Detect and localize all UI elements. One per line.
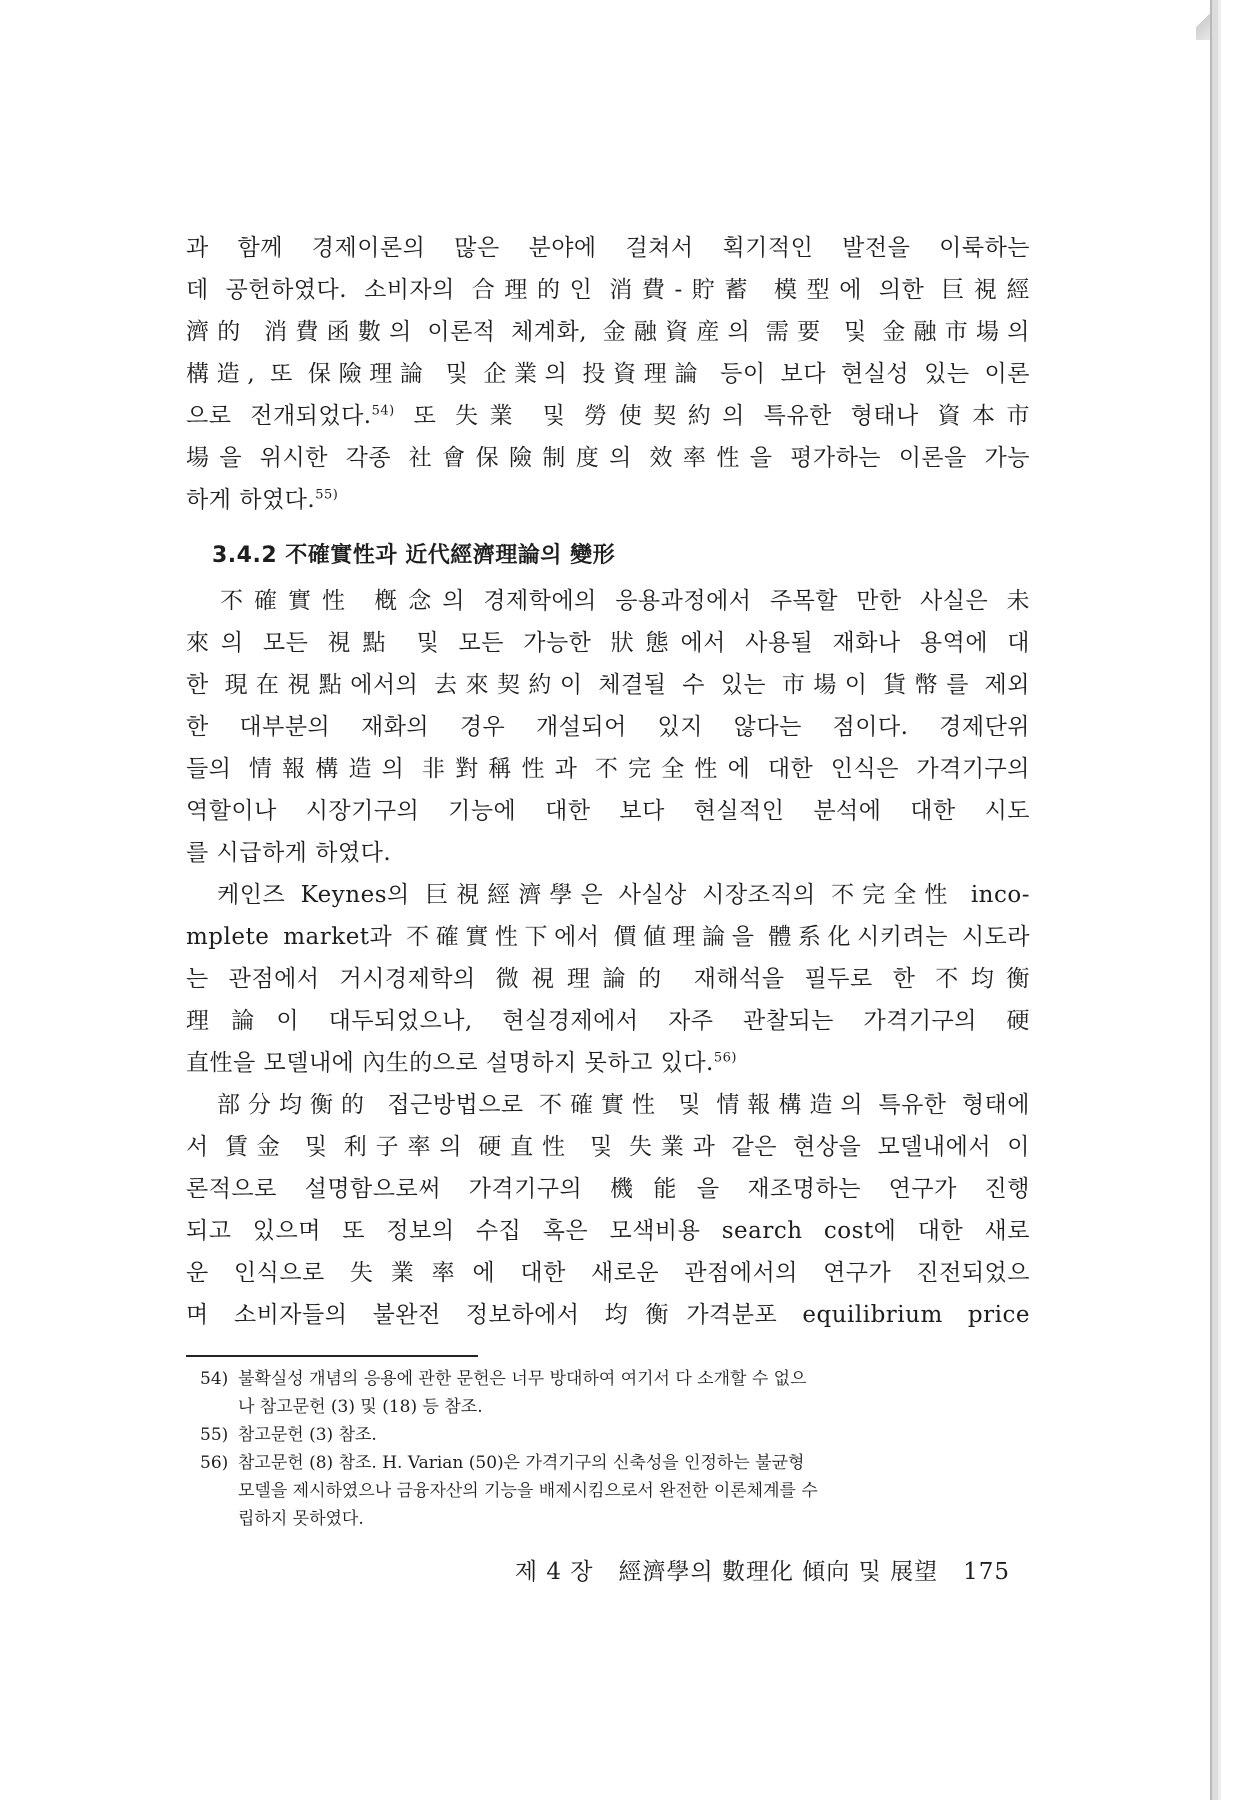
text-line — [186, 479, 1030, 521]
text-line: 部分均衡的 접근방법으로 不確實性 및 情報構造의 특유한 형태에 — [186, 1092, 1030, 1118]
footnote-ref: 55) — [315, 487, 339, 503]
text-line: 과 함께 경제이론의 많은 분야에 걸쳐서 획기적인 발전을 이룩하는 — [186, 235, 1030, 261]
text-line: 來의 모든 視點 및 모든 가능한 狀態에서 사용될 재화나 용역에 대 — [186, 630, 1030, 656]
page-number: 175 — [963, 1559, 1010, 1585]
footnotes — [200, 1365, 1030, 1533]
text-span: 直性을 모델내에 內生的으로 설명하지 못하고 있다. — [186, 1050, 714, 1076]
paragraph-1 — [186, 580, 1030, 874]
footnote-text: 모델을 제시하였으나 금융자산의 기능을 배제시킴으로서 완전한 이론체계를 수 — [238, 1481, 818, 1501]
footnote-number: 56) — [200, 1453, 229, 1473]
footnote-text: 참고문헌 (8) 참조. H. Varian (50)은 가격기구의 신축성을 인정하는 불균형 — [238, 1453, 805, 1473]
body-text-top — [186, 227, 1030, 521]
footnote-divider — [186, 1355, 478, 1357]
footnote-item — [200, 1365, 1030, 1421]
footnote-text: 불확실성 개념의 응용에 관한 문헌은 너무 방대하여 여기서 다 소개할 수 없으 — [238, 1369, 807, 1389]
footnote-text: 참고문헌 (3) 참조. — [238, 1425, 377, 1445]
text-span: 또 失業 및 勞使契約의 특유한 형태나 資本市 — [394, 403, 1030, 429]
text-line: 한 現在視點에서의 去來契約이 체결될 수 있는 市場이 貨幣를 제외 — [186, 672, 1030, 698]
chapter-label: 제 4 장 — [514, 1559, 594, 1585]
footnote-item — [200, 1449, 1030, 1533]
text-line: 場을 위시한 각종 社會保險制度의 效率性을 평가하는 이론을 가능 — [186, 445, 1030, 471]
footnote-text: 나 참고문헌 (3) 및 (18) 등 참조. — [238, 1397, 483, 1417]
running-footer — [510, 1553, 1010, 1586]
text-line: 운 인식으로 失業率에 대한 새로운 관점에서의 연구가 진전되었으 — [186, 1260, 1030, 1286]
footnote-ref: 54) — [371, 403, 395, 419]
text-line: 는 관점에서 거시경제학의 微視理論的 재해석을 필두로 한 不均衡 — [186, 966, 1030, 992]
text-line: 들의 情報構造의 非對稱性과 不完全性에 대한 인식은 가격기구의 — [186, 756, 1030, 782]
text-line: 不確實性 槪念의 경제학에의 응용과정에서 주목할 만한 사실은 未 — [186, 588, 1030, 614]
paragraph-3 — [186, 1084, 1030, 1336]
text-line — [186, 1042, 1030, 1084]
text-line: 론적으로 설명함으로써 가격기구의 機能을 재조명하는 연구가 진행 — [186, 1176, 1030, 1202]
text-span: 으로 전개되었다. — [186, 403, 372, 429]
footnote-number: 55) — [200, 1425, 229, 1445]
text-line: 데 공헌하였다. 소비자의 合理的인 消費-貯蓄 模型에 의한 巨視經 — [186, 277, 1030, 303]
text-line: 構造, 또 保險理論 및 企業의 投資理論 등이 보다 현실성 있는 이론 — [186, 361, 1030, 387]
paragraph-2 — [186, 874, 1030, 1084]
page-curl — [1196, 0, 1210, 40]
text-line: 며 소비자들의 불완전 정보하에서 均衡가격분포 equilibrium price — [186, 1302, 1030, 1328]
section-heading: 3.4.2 不確實性과 近代經濟理論의 變形 — [212, 543, 616, 568]
footnote-item — [200, 1421, 1030, 1449]
text-line: 역할이나 시장기구의 기능에 대한 보다 현실적인 분석에 대한 시도 — [186, 798, 1030, 824]
text-span: 하게 하였다. — [186, 487, 316, 513]
footnote-text: 립하지 못하였다. — [238, 1509, 364, 1529]
text-line: 濟的 消費函數의 이론적 체계화, 金融資産의 需要 및 金融市場의 — [186, 319, 1030, 345]
text-line: 理論이 대두되었으나, 현실경제에서 자주 관찰되는 가격기구의 硬 — [186, 1008, 1030, 1034]
text-line: 되고 있으며 또 정보의 수집 혹은 모색비용 search cost에 대한 새로 — [186, 1218, 1030, 1244]
text-line: 서 賃金 및 利子率의 硬直性 및 失業과 같은 현상을 모델내에서 이 — [186, 1134, 1030, 1160]
footnote-number: 54) — [200, 1369, 229, 1389]
chapter-title: 經濟學의 數理化 傾向 및 展望 — [618, 1559, 939, 1585]
text-line: mplete market과 不確實性下에서 價値理論을 體系化시키려는 시도라 — [186, 924, 1030, 950]
text-line — [186, 395, 1030, 437]
footnote-ref: 56) — [713, 1050, 737, 1066]
text-line: 를 시급하게 하였다. — [186, 840, 392, 866]
text-line: 한 대부분의 재화의 경우 개설되어 있지 않다는 점이다. 경제단위 — [186, 714, 1030, 740]
text-line: 케인즈 Keynes의 巨視經濟學은 사실상 시장조직의 不完全性 inco- — [186, 882, 1030, 908]
